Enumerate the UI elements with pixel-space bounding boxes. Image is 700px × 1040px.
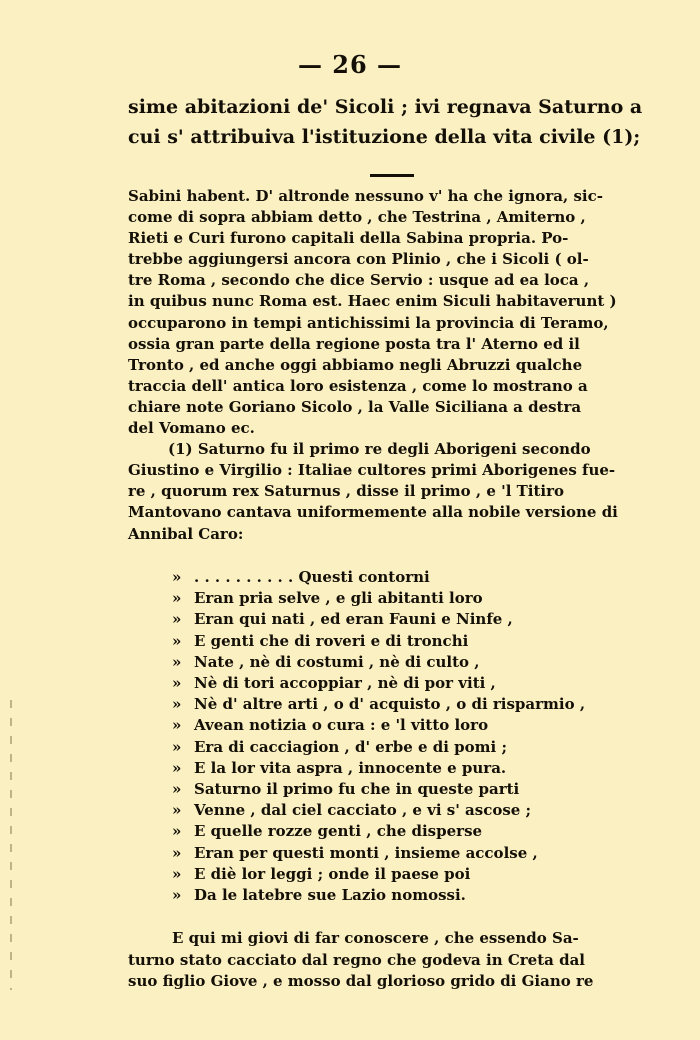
page-edge-mark [10, 700, 12, 990]
verse-line [172, 631, 585, 652]
guillemet-mark: » [172, 758, 182, 777]
guillemet-mark: » [172, 716, 182, 735]
verse-text: Nate , nè di costumi , nè di culto , [194, 652, 480, 671]
guillemet-mark: » [172, 822, 182, 841]
verse-text: E la lor vita aspra , innocente e pura. [194, 758, 507, 777]
verse-text: Era di cacciagion , d' erbe e di pomi ; [194, 737, 507, 756]
verse-text: Saturno il primo fu che in queste parti [194, 780, 520, 799]
verse-line [172, 567, 585, 588]
note-line: trebbe aggiungersi ancora con Plinio , che i Sicoli ( ol- [128, 250, 589, 269]
guillemet-mark: » [172, 886, 182, 905]
verse-line [172, 864, 585, 885]
guillemet-mark: » [172, 610, 182, 629]
verse-text: Da le latebre sue Lazio nomossi. [194, 886, 466, 905]
verse-text: Avean notizia o cura : e 'l vitto loro [194, 716, 489, 735]
closing-line: turno stato cacciato dal regno che godeva in Creta dal [128, 950, 585, 969]
note-line: occuparono in tempi antichissimi la provincia di Teramo, [128, 313, 609, 332]
verse-line [172, 715, 585, 736]
guillemet-mark: » [172, 631, 182, 650]
verse-line [172, 800, 585, 821]
note-line: del Vomano ec. [128, 419, 255, 438]
separator-rule [370, 174, 414, 177]
note-line: Rieti e Curi furono capitali della Sabina propria. Po- [128, 229, 569, 248]
verse-text: Venne , dal ciel cacciato , e vi s' ascose ; [194, 801, 532, 820]
guillemet-mark: » [172, 737, 182, 756]
main-text [128, 92, 656, 152]
verse-text: Nè di tori accoppiar , nè di por viti , [194, 674, 496, 693]
note-line: come di sopra abbiam detto , che Testrina , Amiterno , [128, 208, 586, 227]
footnote-line: (1) Saturno fu il primo re degli Aborigeni secondo [168, 440, 591, 459]
verse-text: E genti che di roveri e di tronchi [194, 631, 469, 650]
verse-line [172, 758, 585, 779]
footnote-line: Giustino e Virgilio : Italiae cultores primi Aborigenes fue- [128, 461, 616, 480]
guillemet-mark: » [172, 843, 182, 862]
guillemet-mark: » [172, 864, 182, 883]
closing-paragraph [128, 928, 656, 993]
verse-text: E diè lor leggi ; onde il paese poi [194, 864, 471, 883]
closing-line: E qui mi giovi di far conoscere , che essendo Sa- [172, 929, 579, 947]
main-line: sime abitazioni de' Sicoli ; ivi regnava Saturno a [128, 96, 643, 118]
continued-note [128, 186, 656, 545]
verse-text: Nè d' altre arti , o d' acquisto , o di risparmio , [194, 695, 586, 714]
verse-text: E quelle rozze genti , che disperse [194, 822, 483, 841]
footnote-line: Annibal Caro: [128, 524, 244, 543]
note-line: Sabini habent. D' altronde nessuno v' ha che ignora, sic- [128, 187, 603, 205]
verse-line [172, 843, 585, 864]
verse-line [172, 737, 585, 758]
guillemet-mark: » [172, 695, 182, 714]
verse-line [172, 609, 585, 630]
footnote-line: re , quorum rex Saturnus , disse il primo , e 'l Titiro [128, 482, 565, 501]
verse-line [172, 821, 585, 842]
footnote-line: Mantovano cantava uniformemente alla nobile versione di [128, 503, 618, 522]
verse-line [172, 673, 585, 694]
verse-text: Eran qui nati , ed eran Fauni e Ninfe , [194, 610, 513, 629]
verse-text: Eran pria selve , e gli abitanti loro [194, 589, 483, 608]
note-line: chiare note Goriano Sicolo , la Valle Siciliana a destra [128, 397, 582, 416]
verse-line [172, 588, 585, 609]
verse-quotation [172, 567, 585, 906]
verse-line [172, 652, 585, 673]
note-line: tre Roma , secondo che dice Servio : usque ad ea loca , [128, 271, 590, 290]
note-line: traccia dell' antica loro esistenza , come lo mostrano a [128, 376, 588, 395]
main-line: cui s' attribuiva l'istituzione della vita civile (1); [128, 126, 641, 148]
note-line: Tronto , ed anche oggi abbiamo negli Abruzzi qualche [128, 355, 583, 374]
guillemet-mark: » [172, 674, 182, 693]
guillemet-mark: » [172, 589, 182, 608]
verse-line [172, 779, 585, 800]
verse-line [172, 694, 585, 715]
closing-line: suo figlio Giove , e mosso dal glorioso grido di Giano re [128, 972, 594, 990]
guillemet-mark: » [172, 780, 182, 799]
note-line: ossia gran parte della regione posta tra l' Aterno ed il [128, 334, 580, 353]
page-number: — 26 — [297, 50, 403, 79]
verse-text: Eran per questi monti , insieme accolse , [194, 843, 538, 862]
guillemet-mark: » [172, 568, 182, 586]
note-line: in quibus nunc Roma est. Haec enim Siculi habitaverunt ) [128, 292, 617, 311]
guillemet-mark: » [172, 801, 182, 820]
guillemet-mark: » [172, 652, 182, 671]
verse-line [172, 885, 585, 906]
verse-text: . . . . . . . . . . Questi contorni [194, 568, 430, 586]
